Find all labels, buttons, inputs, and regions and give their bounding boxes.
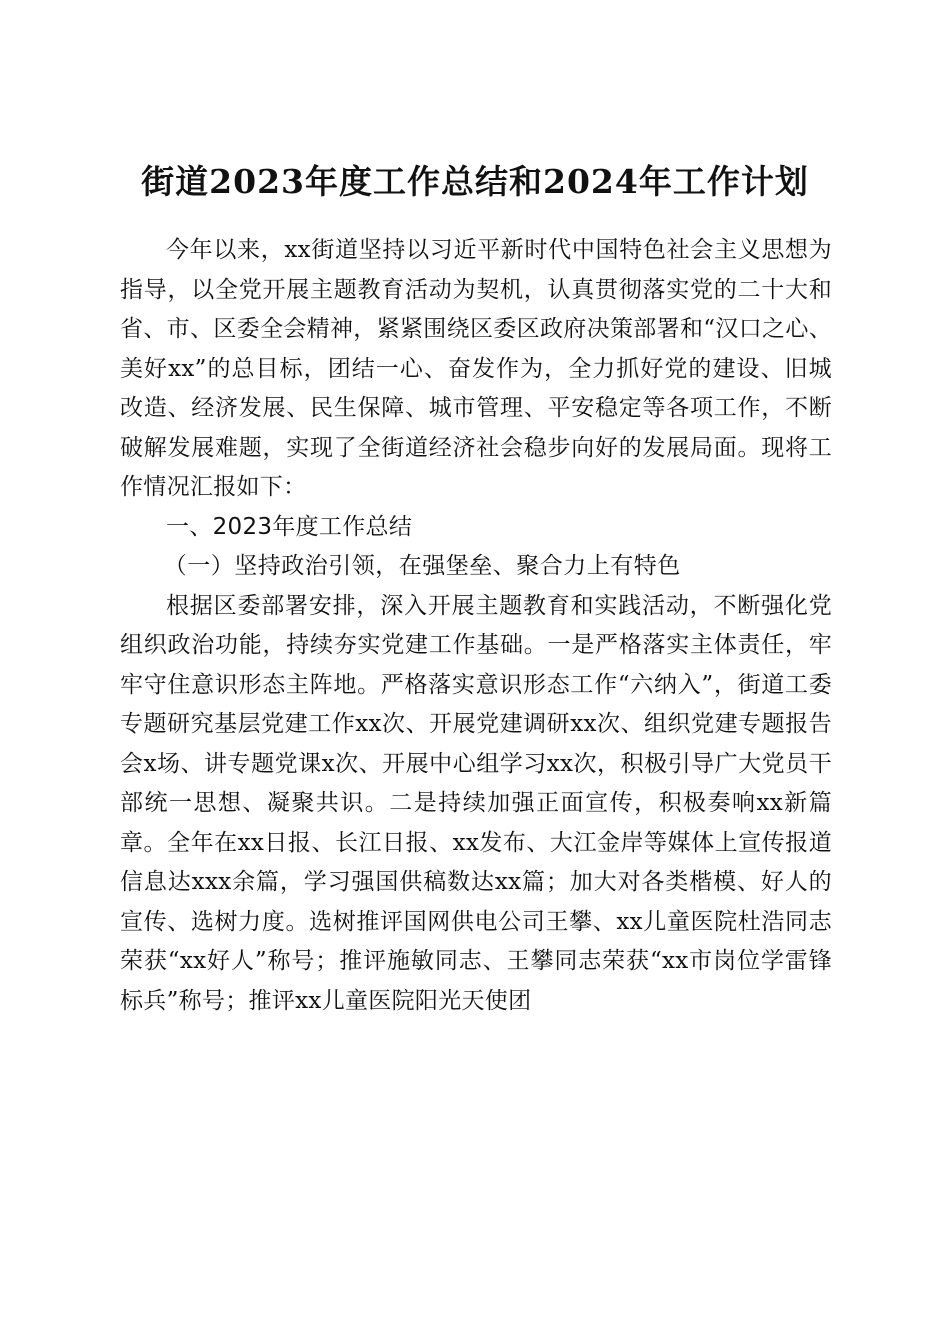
intro-paragraph: 今年以来，xx街道坚持以习近平新时代中国特色社会主义思想为指导，以全党开展主题教育活动为契机，认真贯彻落实党的二十大和省、市、区委全会精神，紧紧围绕区委区政府决策部署和“汉口之心、美好xx”的总目标，团结一心、奋发作为，全力抓好党的建设、旧城改造、经济发展、民生保障、城市管理、平安稳定等各项工作，不断破解发展难题，实现了全街道经济社会稳步向好的发展局面。现将工作情况汇报如下：	[120, 237, 832, 500]
subsection-heading: （一）坚持政治引领，在强堡垒、聚合力上有特色	[163, 553, 681, 579]
section-heading: 一、2023年度工作总结	[166, 513, 413, 540]
document-body	[120, 231, 832, 1021]
document-title: 街道2023年度工作总结和2024年工作计划	[141, 162, 809, 202]
body-paragraph: 根据区委部署安排，深入开展主题教育和实践活动，不断强化党组织政治功能，持续夯实党建工作基础。一是严格落实主体责任，牢牢守住意识形态主阵地。严格落实意识形态工作“六纳入”，街道工委专题研究基层党建工作xx次、开展党建调研xx次、组织党建专题报告会x场、讲专题党课x次、开展中心组学习xx次，积极引导广大党员干部统一思想、凝聚共识。二是持续加强正面宣传，积极奏响xx新篇章。全年在xx日报、长江日报、xx发布、大江金岸等媒体上宣传报道信息达xxx余篇，学习强国供稿数达xx篇；加大对各类楷模、好人的宣传、选树力度。选树推评国网供电公司王攀、xx儿童医院杜浩同志荣获“xx好人”称号；推评施敏同志、王攀同志荣获“xx市岗位学雷锋标兵”称号；推评xx儿童医院阳光天使团	[120, 592, 832, 1014]
